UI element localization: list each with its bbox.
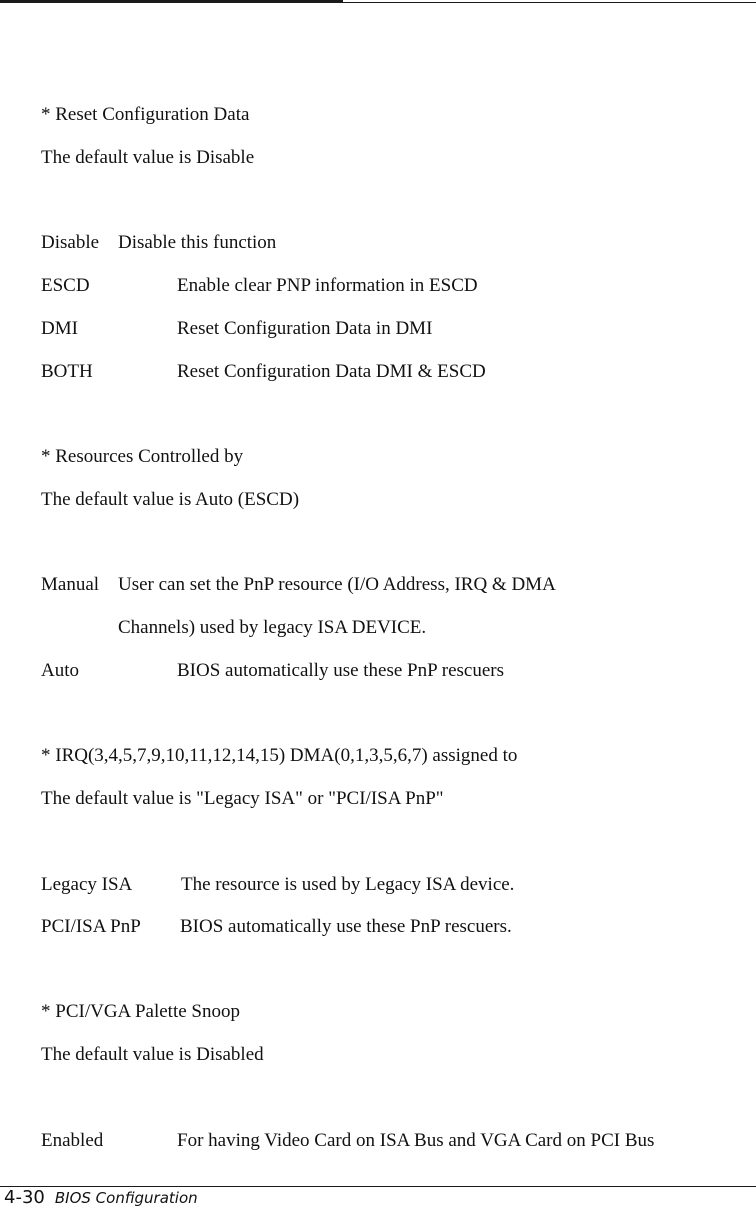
default-value-resources: The default value is Auto (ESCD) bbox=[41, 489, 300, 510]
footer-section-title: BIOS Configuration bbox=[54, 1189, 198, 1207]
option-term-disable: Disable bbox=[41, 232, 100, 253]
option-term-escd: ESCD bbox=[41, 275, 90, 296]
option-term-auto: Auto bbox=[41, 660, 79, 681]
option-term-dmi: DMI bbox=[41, 318, 78, 339]
option-desc-disable: Disable this function bbox=[118, 232, 277, 253]
option-term-both: BOTH bbox=[41, 361, 93, 382]
section-heading-reset-config: * Reset Configuration Data bbox=[41, 104, 250, 125]
option-term-legacy-isa: Legacy ISA bbox=[41, 874, 133, 895]
default-value-reset-config: The default value is Disable bbox=[41, 147, 255, 168]
section-heading-irq-dma: * IRQ(3,4,5,7,9,10,11,12,14,15) DMA(0,1,3,5,6,7) assigned to bbox=[41, 745, 518, 766]
section-heading-palette-snoop: * PCI/VGA Palette Snoop bbox=[41, 1001, 240, 1022]
option-desc-escd: Enable clear PNP information in ESCD bbox=[177, 275, 478, 296]
option-desc-manual: User can set the PnP resource (I/O Address, IRQ & DMA bbox=[118, 574, 556, 595]
option-desc-auto: BIOS automatically use these PnP rescuers bbox=[177, 660, 504, 681]
option-desc-dmi: Reset Configuration Data in DMI bbox=[177, 318, 433, 339]
default-value-irq-dma: The default value is "Legacy ISA" or "PCI/ISA PnP" bbox=[41, 788, 444, 809]
option-desc-legacy-isa: The resource is used by Legacy ISA device. bbox=[181, 874, 515, 895]
header-rule-thin bbox=[343, 2, 756, 3]
option-desc-pci-isa-pnp: BIOS automatically use these PnP rescuers. bbox=[180, 916, 512, 937]
page-footer bbox=[4, 1187, 198, 1209]
option-desc-manual-cont: Channels) used by legacy ISA DEVICE. bbox=[118, 617, 427, 638]
option-desc-enabled: For having Video Card on ISA Bus and VGA Card on PCI Bus bbox=[177, 1130, 655, 1151]
default-value-palette-snoop: The default value is Disabled bbox=[41, 1044, 264, 1065]
option-desc-both: Reset Configuration Data DMI & ESCD bbox=[177, 361, 486, 382]
header-rule-thick bbox=[0, 0, 343, 3]
section-heading-resources: * Resources Controlled by bbox=[41, 446, 244, 467]
option-term-pci-isa-pnp: PCI/ISA PnP bbox=[41, 916, 141, 937]
option-term-enabled: Enabled bbox=[41, 1130, 104, 1151]
page-number: 4-30 bbox=[4, 1187, 45, 1208]
option-term-manual: Manual bbox=[41, 574, 100, 595]
